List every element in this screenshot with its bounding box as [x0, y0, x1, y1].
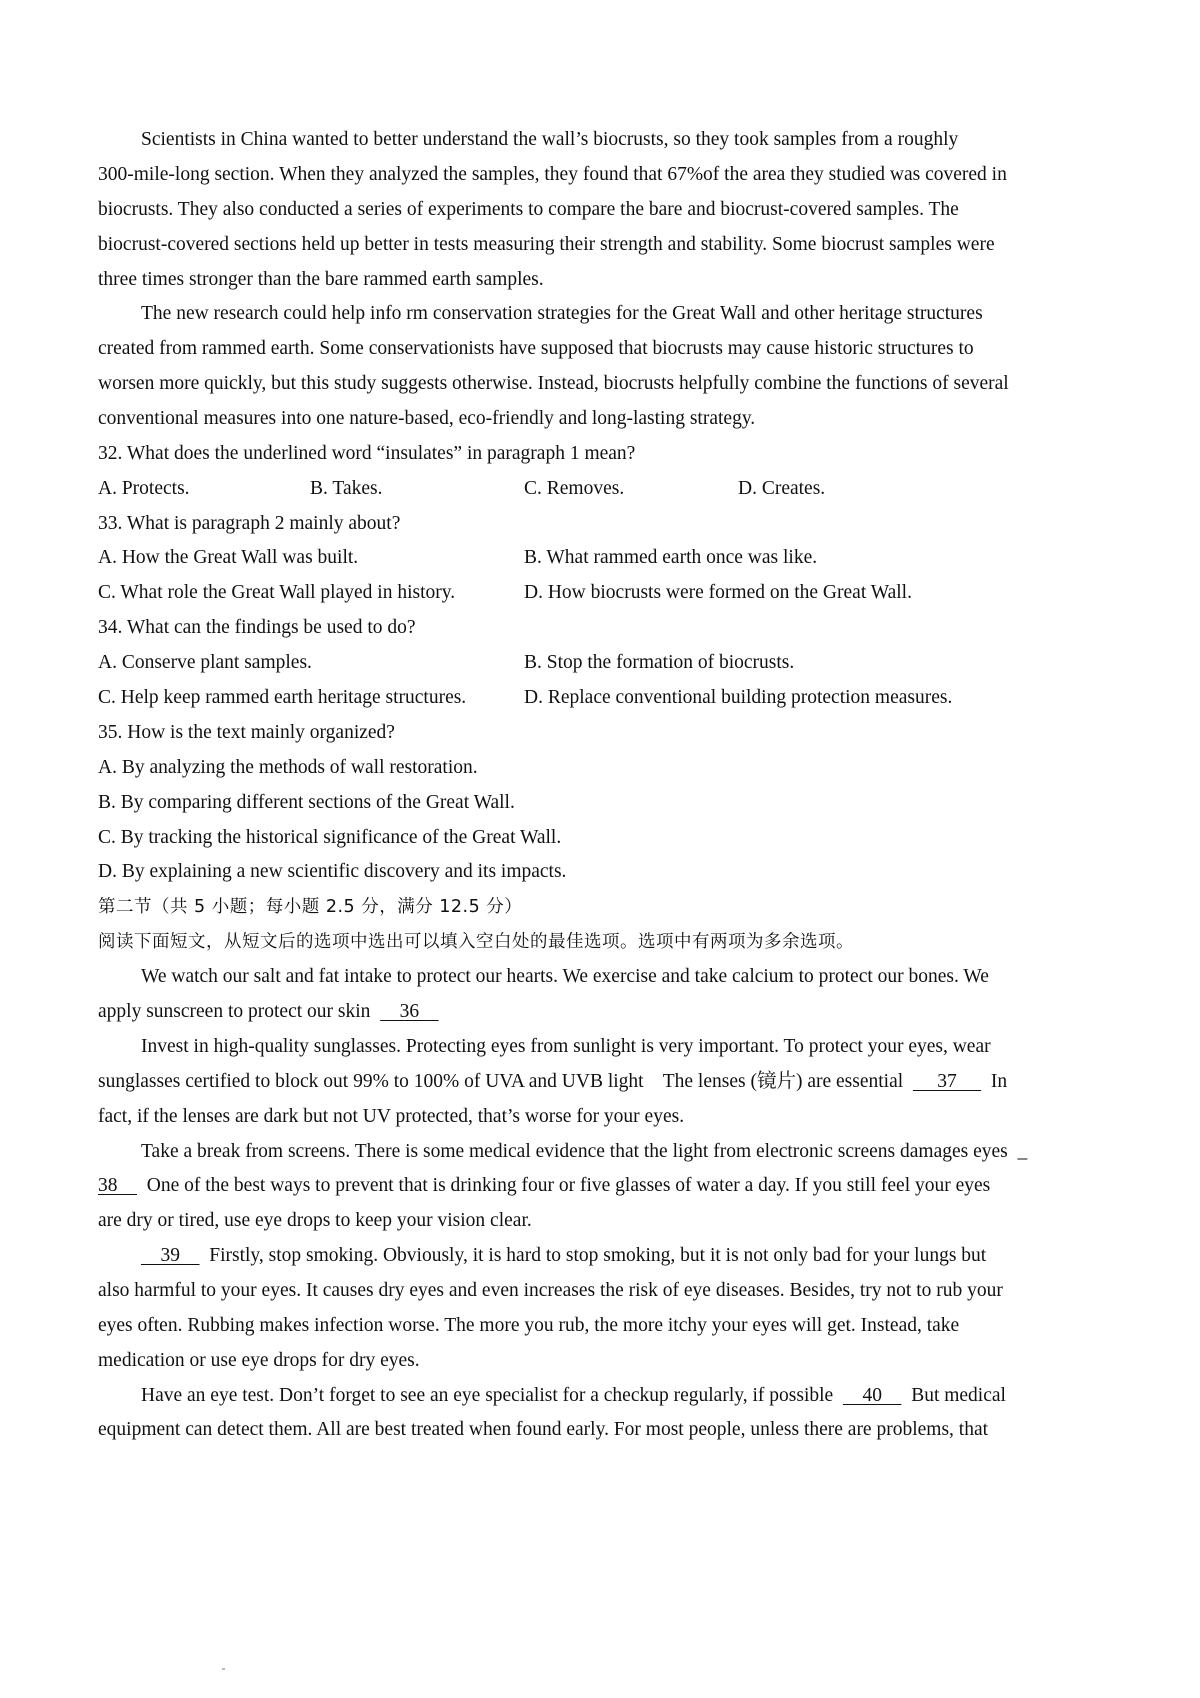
- blank-39: 39: [141, 1245, 200, 1266]
- passage-a-p2-line4: conventional measures into one nature-based, eco-friendly and long-lasting strategy.: [98, 408, 756, 429]
- question-34-stem: 34. What can the findings be used to do?: [98, 617, 416, 638]
- question-33-option-c: C. What role the Great Wall played in history.: [98, 582, 456, 603]
- blank-37: 37: [912, 1071, 982, 1092]
- page-mark: [222, 1668, 225, 1670]
- passage-b-p3-line1: [141, 1140, 1027, 1164]
- passage-b-p5-line1: [141, 1384, 1006, 1408]
- passage-b-p3-line3: are dry or tired, use eye drops to keep your vision clear.: [98, 1210, 532, 1231]
- passage-a-p1-line1: Scientists in China wanted to better understand the wall’s biocrusts, so they took samples from a roughly: [141, 129, 959, 150]
- passage-b-p2-line2: [98, 1070, 1007, 1094]
- question-34-option-a: A. Conserve plant samples.: [98, 652, 312, 673]
- passage-b-p5-line2: equipment can detect them. All are best treated when found early. For most people, unless there are problems, that: [98, 1419, 989, 1440]
- section-2-instruction: 阅读下面短文，从短文后的选项中选出可以填入空白处的最佳选项。选项中有两项为多余选项。: [98, 932, 854, 952]
- question-32-option-b: B. Takes.: [310, 478, 383, 499]
- passage-b-p4-line3: eyes often. Rubbing makes infection worse. The more you rub, the more itchy your eyes will get. Instead, take: [98, 1315, 960, 1336]
- passage-b-p2-line2-tail: In: [981, 1071, 1008, 1092]
- passage-b-p4-line2: also harmful to your eyes. It causes dry eyes and even increases the risk of eye diseases. Besides, try not to rub your: [98, 1280, 1003, 1301]
- question-35-option-b: B. By comparing different sections of the Great Wall.: [98, 792, 515, 813]
- passage-b-p5-line1-tail: But medical: [901, 1385, 1006, 1406]
- question-35-option-c: C. By tracking the historical significance of the Great Wall.: [98, 827, 562, 848]
- passage-a-p1-line5: three times stronger than the bare rammed earth samples.: [98, 269, 544, 290]
- question-33-option-b: B. What rammed earth once was like.: [524, 547, 818, 568]
- question-35-option-a: A. By analyzing the methods of wall restoration.: [98, 757, 478, 778]
- passage-b-p1-line2-text: apply sunscreen to protect our skin: [98, 1001, 381, 1022]
- question-33-stem: 33. What is paragraph 2 mainly about?: [98, 513, 401, 534]
- question-35-option-d: D. By explaining a new scientific discovery and its impacts.: [98, 861, 567, 882]
- passage-a-p1-line3: biocrusts. They also conducted a series of experiments to compare the bare and biocrust-covered samples. The: [98, 199, 959, 220]
- passage-b-p3-line1-text: Take a break from screens. There is some medical evidence that the light from electronic screens damages eyes: [141, 1141, 1018, 1162]
- passage-b-p3-line2: [98, 1174, 990, 1198]
- question-32-option-c: C. Removes.: [524, 478, 625, 499]
- passage-b-p4-line1-text: Firstly, stop smoking. Obviously, it is hard to stop smoking, but it is not only bad for your lungs but: [199, 1245, 987, 1266]
- question-34-option-b: B. Stop the formation of biocrusts.: [524, 652, 795, 673]
- blank-38: 38: [98, 1175, 137, 1196]
- blank-40: 40: [842, 1385, 902, 1406]
- question-33-option-a: A. How the Great Wall was built.: [98, 547, 359, 568]
- passage-a-p1-line4: biocrust-covered sections held up better in tests measuring their strength and stability. Some biocrust samples were: [98, 234, 995, 255]
- passage-b-p2-line2-text: sunglasses certified to block out 99% to 100% of UVA and UVB light The lenses (镜片) are essential: [98, 1071, 913, 1092]
- blank-36: 36: [380, 1001, 439, 1022]
- question-32-stem: 32. What does the underlined word “insulates” in paragraph 1 mean?: [98, 443, 636, 464]
- passage-b-p5-line1-text: Have an eye test. Don’t forget to see an eye specialist for a checkup regularly, if possible: [141, 1385, 843, 1406]
- question-35-stem: 35. How is the text mainly organized?: [98, 722, 395, 743]
- question-34-option-d: D. Replace conventional building protection measures.: [524, 687, 953, 708]
- section-2-heading: 第二节（共 5 小题；每小题 2.5 分，满分 12.5 分）: [98, 897, 523, 917]
- blank-38-lead: _: [1017, 1141, 1028, 1162]
- passage-b-p2-line1: Invest in high-quality sunglasses. Protecting eyes from sunlight is very important. To protect your eyes, wear: [141, 1036, 991, 1057]
- question-32-option-a: A. Protects.: [98, 478, 190, 499]
- question-33-option-d: D. How biocrusts were formed on the Great Wall.: [524, 582, 912, 603]
- question-32-option-d: D. Creates.: [738, 478, 826, 499]
- passage-b-p1-line1: We watch our salt and fat intake to protect our hearts. We exercise and take calcium to protect our bones. We: [141, 966, 989, 987]
- passage-b-p2-line3: fact, if the lenses are dark but not UV protected, that’s worse for your eyes.: [98, 1106, 685, 1127]
- question-34-option-c: C. Help keep rammed earth heritage structures.: [98, 687, 467, 708]
- passage-b-p4-line1: [141, 1244, 986, 1268]
- passage-a-p2-line2: created from rammed earth. Some conservationists have supposed that biocrusts may cause historic structures to: [98, 338, 974, 359]
- passage-a-p2-line3: worsen more quickly, but this study suggests otherwise. Instead, biocrusts helpfully combine the functions of several: [98, 373, 1009, 394]
- passage-a-p1-line2: 300-mile-long section. When they analyzed the samples, they found that 67%of the area they studied was covered in: [98, 164, 1007, 185]
- passage-b-p1-line2: [98, 1000, 439, 1024]
- passage-b-p4-line4: medication or use eye drops for dry eyes.: [98, 1350, 420, 1371]
- passage-b-p3-line2-text: One of the best ways to prevent that is drinking four or five glasses of water a day. If you still feel your eyes: [137, 1175, 991, 1196]
- passage-a-p2-line1: The new research could help info rm conservation strategies for the Great Wall and other heritage structures: [141, 303, 983, 324]
